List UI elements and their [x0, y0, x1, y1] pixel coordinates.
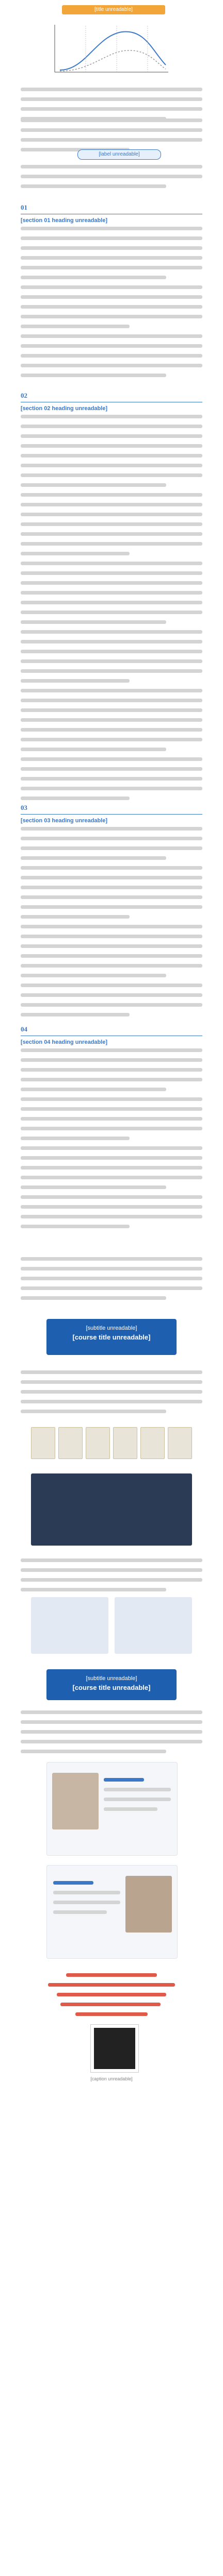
- qr-code[interactable]: [91, 2025, 138, 2072]
- screenshot-image: [115, 1597, 192, 1654]
- section-02-body: [21, 415, 202, 806]
- certificate-image: [58, 1427, 83, 1459]
- classroom-photo: [31, 1473, 192, 1546]
- course-card[interactable]: [46, 1319, 177, 1355]
- section-banner: [77, 149, 161, 160]
- section-title: [section 04 heading unreadable]: [21, 1039, 108, 1045]
- section-number: 03: [21, 804, 27, 811]
- avatar: [125, 1876, 172, 1933]
- section-number: 04: [21, 1025, 27, 1033]
- section-01-body: [21, 227, 202, 383]
- certificate-image: [140, 1427, 165, 1459]
- section-01-header: [21, 204, 202, 224]
- lifecycle-curve-diagram: [50, 21, 173, 77]
- closing-paragraph: [21, 1257, 202, 1306]
- lecturer-banner-subtitle: [subtitle unreadable]: [86, 1675, 137, 1682]
- section-02-header: [21, 392, 202, 412]
- certificate-grid: [31, 1427, 192, 1459]
- page-title-text: [title unreadable]: [94, 7, 133, 12]
- section-title: [section 03 heading unreadable]: [21, 818, 108, 824]
- section-banner-text: [label unreadable]: [99, 151, 140, 157]
- avatar: [52, 1773, 99, 1829]
- lecturer-intro: [21, 1710, 202, 1759]
- course-card-subtitle: [subtitle unreadable]: [86, 1325, 137, 1331]
- section-number: 01: [21, 204, 27, 211]
- header-bar: [0, 0, 223, 21]
- qr-caption-text: [caption unreadable]: [90, 2076, 133, 2081]
- certificate-image: [31, 1427, 55, 1459]
- section-title: [section 01 heading unreadable]: [21, 217, 108, 224]
- certificate-image: [113, 1427, 137, 1459]
- certificate-image: [168, 1427, 192, 1459]
- section-04-header: [21, 1025, 202, 1045]
- screenshot-image: [31, 1597, 108, 1654]
- course-description: [21, 1370, 202, 1419]
- curve-secondary: [60, 50, 166, 71]
- course-card-title: [course title unreadable]: [72, 1333, 151, 1341]
- section-04-body: [21, 1048, 202, 1234]
- curve-primary: [60, 31, 166, 70]
- section-03-body: [21, 827, 202, 1023]
- collage-description: [21, 1558, 202, 1598]
- lecturer-profile: [46, 1865, 178, 1959]
- certificate-image: [86, 1427, 110, 1459]
- lecturer-banner: [46, 1669, 177, 1700]
- section-title: [section 02 heading unreadable]: [21, 405, 108, 412]
- intro-paragraph-3: [21, 165, 202, 194]
- qr-caption: [21, 2076, 202, 2081]
- footer-callout: [21, 1973, 202, 2022]
- lecturer-banner-title: [course title unreadable]: [72, 1684, 151, 1691]
- section-number: 02: [21, 392, 27, 399]
- lecturer-profile: [46, 1762, 178, 1856]
- section-03-header: [21, 804, 202, 824]
- page-title: [62, 5, 165, 14]
